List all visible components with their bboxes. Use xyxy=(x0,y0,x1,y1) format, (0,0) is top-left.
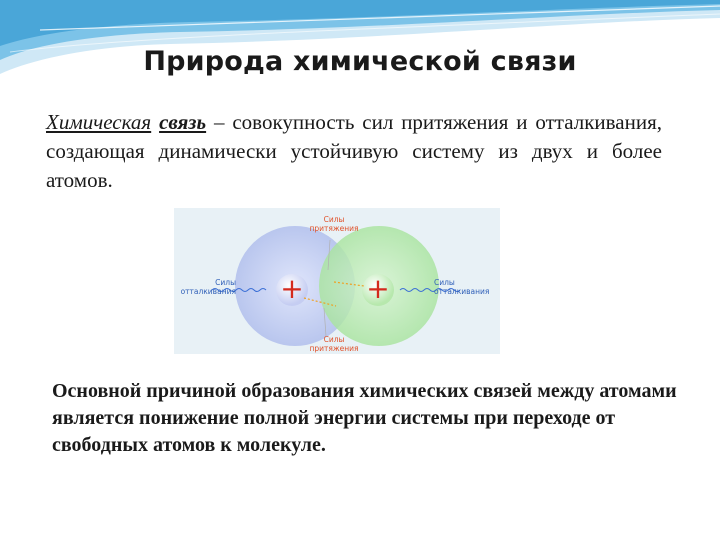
definition-term: Химическая xyxy=(46,110,152,134)
definition-paragraph xyxy=(46,108,662,195)
page-title: Природа химической связи xyxy=(143,46,577,77)
chemical-bond-diagram xyxy=(174,208,500,354)
definition-text: – совокупность сил притяжения и отталкивания, создающая динамически устойчивую систему из двух и более атомов. xyxy=(46,110,662,192)
repulsion-right-label-line2: отталкивания xyxy=(434,287,490,296)
repulsion-left-label-line2: отталкивания xyxy=(180,287,236,296)
left-nucleus-plus: + xyxy=(280,272,304,305)
repulsion-right-label-line1: Силы xyxy=(434,278,455,287)
right-nucleus-plus: + xyxy=(366,272,390,305)
attraction-top-label-line2: притяжения xyxy=(309,224,359,233)
repulsion-left-label-line1: Силы xyxy=(215,278,236,287)
attraction-top-label-line1: Силы xyxy=(323,215,345,224)
definition-term-link[interactable]: связь xyxy=(159,110,207,134)
attraction-bottom-label-line1: Силы xyxy=(323,335,345,344)
conclusion-paragraph: Основной причиной образования химических связей между атомами является понижение полной энергии системы при переходе от свободных атомов к молекуле. xyxy=(52,380,677,456)
attraction-bottom-label-line2: притяжения xyxy=(309,344,359,353)
